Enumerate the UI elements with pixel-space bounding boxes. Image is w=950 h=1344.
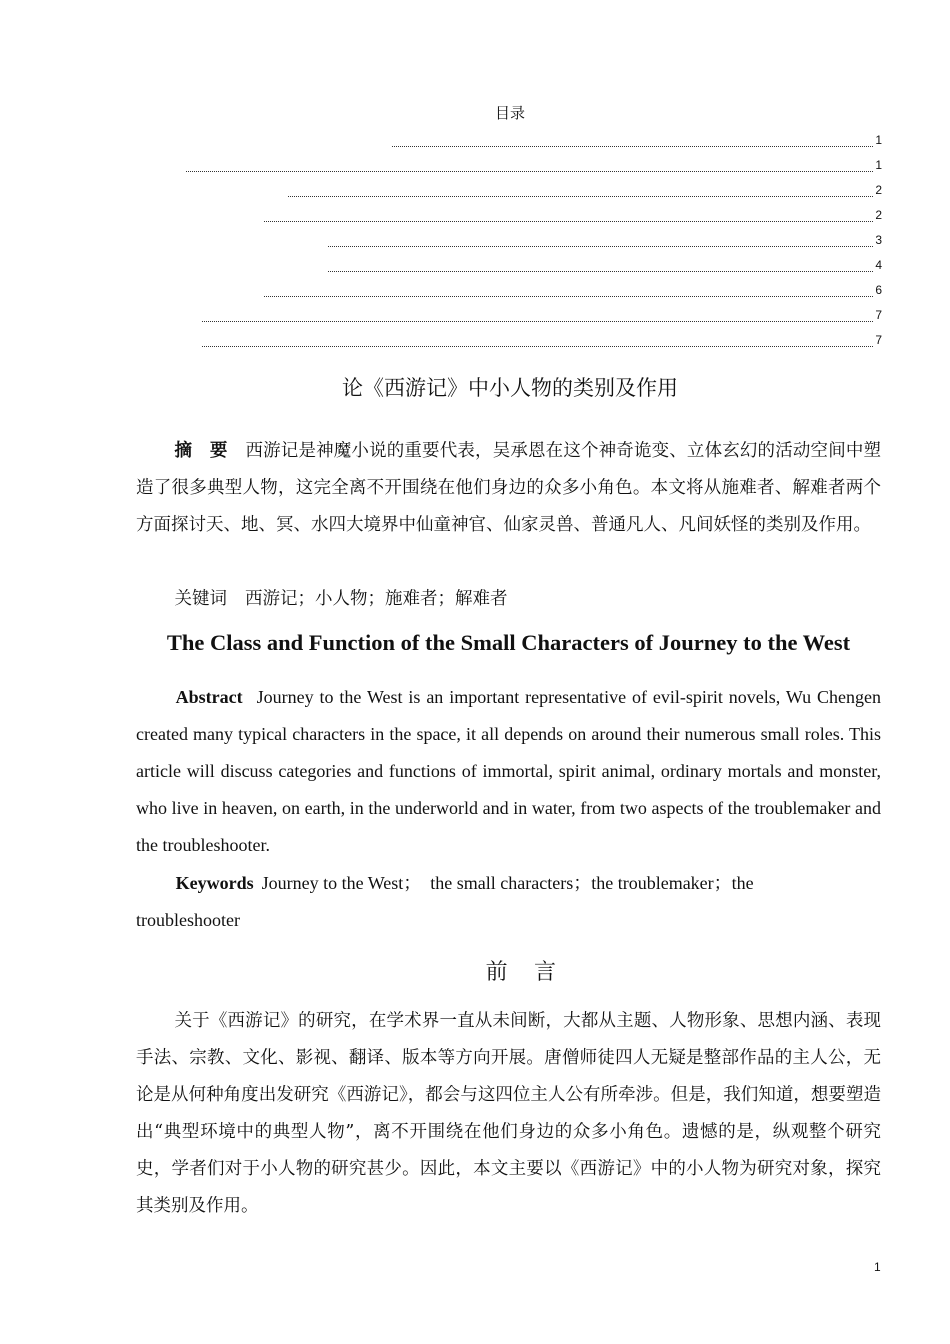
toc-leader-dots bbox=[288, 184, 873, 197]
preface-heading: 前言 bbox=[485, 960, 583, 985]
toc-page-number: 4 bbox=[875, 258, 882, 272]
toc-entry[interactable] bbox=[202, 304, 882, 322]
keywords-cn bbox=[136, 581, 881, 618]
paper-title-en: The Class and Function of the Small Characters of Journey to the West bbox=[166, 630, 851, 655]
toc-title: 目录 bbox=[494, 104, 525, 122]
toc-entry[interactable] bbox=[202, 329, 882, 347]
keywords-text-cn: 西游记；小人物；施难者；解难者 bbox=[245, 589, 508, 609]
toc-leader-dots bbox=[328, 259, 873, 272]
abstract-cn bbox=[136, 433, 881, 544]
toc-page-number: 7 bbox=[875, 308, 882, 322]
toc-entry[interactable] bbox=[328, 254, 882, 272]
keywords-label: 关键词 bbox=[174, 589, 227, 609]
page-number: 1 bbox=[874, 1260, 881, 1274]
abstract-en-label: Abstract bbox=[175, 687, 243, 707]
toc-entry[interactable] bbox=[328, 229, 882, 247]
toc-page-number: 1 bbox=[875, 133, 882, 147]
toc-leader-dots bbox=[328, 234, 873, 247]
toc-page-number: 6 bbox=[875, 283, 882, 297]
toc-leader-dots bbox=[202, 334, 873, 347]
toc-page-number: 2 bbox=[875, 183, 882, 197]
keywords-en-label: Keywords bbox=[175, 873, 254, 893]
preface-body: 关于《西游记》的研究，在学术界一直从未间断，大都从主题、人物形象、思想内涵、表现手法、宗教、文化、影视、翻译、版本等方向开展。唐僧师徒四人无疑是整部作品的主人公，无论是从何种角度出发研究《西游记》，都会与这四位主人公有所牵涉。但是，我们知道，想要塑造出“典型环境中的典型人物”，离不开围绕在他们身边的众多小角色。遗憾的是，纵观整个研究史，学者们对于小人物的研究甚少。因此，本文主要以《西游记》中的小人物为研究对象，探究其类别及作用。 bbox=[136, 1011, 881, 1216]
toc-entry[interactable] bbox=[288, 179, 882, 197]
toc-page-number: 2 bbox=[875, 208, 882, 222]
keywords-text-en: Journey to the West； the small characters；the troublemaker；the troubleshooter bbox=[136, 873, 754, 930]
paper-title-cn: 论《西游记》中小人物的类别及作用 bbox=[342, 376, 678, 400]
toc-leader-dots bbox=[392, 134, 873, 147]
toc-entry[interactable] bbox=[186, 154, 882, 172]
toc-page-number: 3 bbox=[875, 233, 882, 247]
toc-entry[interactable] bbox=[264, 279, 882, 297]
toc-page-number: 7 bbox=[875, 333, 882, 347]
toc-leader-dots bbox=[264, 209, 873, 222]
abstract-text-en: Journey to the West is an important representative of evil-spirit novels, Wu Chengen created many typical characters in the space, it all depends on around their numerous small roles. This article will discuss categories and functions of immortal, spirit animal, ordinary mortals and monster, who live in heaven, on earth, in the underworld and in water, from two aspects of the troublemaker and the troubleshooter. bbox=[136, 687, 881, 855]
abstract-label: 摘 要 bbox=[174, 441, 228, 461]
toc-page-number: 1 bbox=[875, 158, 882, 172]
toc-leader-dots bbox=[264, 284, 873, 297]
keywords-en bbox=[136, 865, 816, 939]
abstract-text-cn: 西游记是神魔小说的重要代表，吴承恩在这个神奇诡变、立体玄幻的活动空间中塑造了很多典型人物，这完全离不开围绕在他们身边的众多小角色。本文将从施难者、解难者两个方面探讨天、地、冥、水四大境界中仙童神官、仙家灵兽、普通凡人、凡间妖怪的类别及作用。 bbox=[136, 441, 882, 535]
abstract-en bbox=[136, 679, 881, 864]
toc-entry[interactable] bbox=[392, 129, 882, 147]
toc-entry[interactable] bbox=[264, 204, 882, 222]
toc-leader-dots bbox=[186, 159, 873, 172]
toc-leader-dots bbox=[202, 309, 873, 322]
